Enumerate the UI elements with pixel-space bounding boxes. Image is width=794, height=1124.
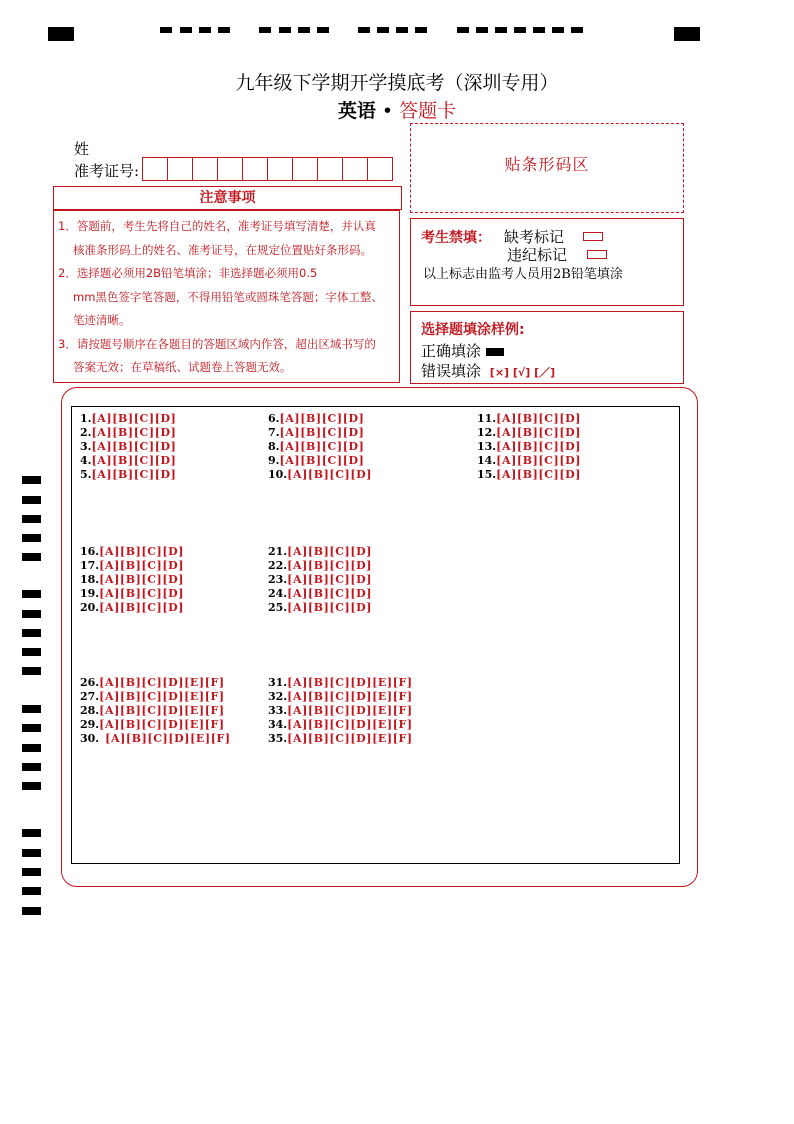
question-options[interactable]: [A][B][C][D] xyxy=(496,412,582,425)
question-number: 13. xyxy=(477,440,497,453)
question-number: 6. xyxy=(268,412,280,425)
sample-wrong-label: 错误填涂 xyxy=(421,362,482,380)
exam-id-cell[interactable] xyxy=(342,157,368,181)
question-row[interactable] xyxy=(80,468,176,482)
question-options[interactable]: [A][B][C][D] xyxy=(279,426,365,439)
question-number: 11. xyxy=(477,412,497,425)
question-options[interactable]: [A][B][C][D] xyxy=(91,426,177,439)
question-number: 32. xyxy=(268,690,288,703)
notice-line: 3．请按题号顺序在各题目的答题区域内作答，超出区域书写的 xyxy=(58,336,376,351)
question-options[interactable]: [A][B][C][D] xyxy=(99,559,185,572)
question-group-4 xyxy=(80,545,184,615)
question-options[interactable]: [A][B][C][D][E][F] xyxy=(287,704,413,717)
exam-id-cell[interactable] xyxy=(292,157,318,181)
notice-line: 核准条形码上的姓名、准考证号，在规定位置贴好条形码。 xyxy=(73,242,372,257)
absent-mark-box[interactable] xyxy=(583,232,603,241)
exam-id-label: 准考证号: xyxy=(74,162,140,180)
question-row[interactable] xyxy=(268,440,372,454)
question-number: 1. xyxy=(80,412,92,425)
question-number: 25. xyxy=(268,601,288,614)
question-row[interactable] xyxy=(268,676,413,690)
forbidden-note: 以上标志由监考人员用2B铅笔填涂 xyxy=(423,267,623,282)
notice-line: 1．答题前，考生先将自己的姓名，准考证号填写清楚，并认真 xyxy=(58,219,376,233)
question-row[interactable] xyxy=(80,690,231,704)
question-number: 8. xyxy=(268,440,280,453)
question-row[interactable] xyxy=(268,732,413,746)
question-row[interactable] xyxy=(80,704,231,718)
wrong-marks: [×] [√] [／] xyxy=(489,366,556,379)
exam-id-cell[interactable] xyxy=(367,157,393,181)
question-number: 16. xyxy=(80,545,100,558)
question-number: 28. xyxy=(80,704,100,717)
notice-heading: 注意事项 xyxy=(53,186,402,210)
question-options[interactable]: [A][B][C][D][E][F] xyxy=(99,718,225,731)
question-row[interactable] xyxy=(268,704,413,718)
exam-id-cell[interactable] xyxy=(167,157,193,181)
question-number: 9. xyxy=(268,454,280,467)
sample-heading: 选择题填涂样例: xyxy=(421,322,525,338)
question-number: 10. xyxy=(268,468,288,481)
barcode-area: 贴条形码区 xyxy=(410,123,684,213)
notice-line: 笔迹清晰。 xyxy=(73,313,131,327)
question-row[interactable] xyxy=(80,545,184,559)
question-row[interactable] xyxy=(80,676,231,690)
page-subtitle xyxy=(0,96,794,123)
question-number: 29. xyxy=(80,718,100,731)
question-row[interactable] xyxy=(80,440,176,454)
question-options[interactable]: [A][B][C][D] xyxy=(99,545,185,558)
question-options[interactable]: [A][B][C][D] xyxy=(496,454,582,467)
question-row[interactable] xyxy=(477,454,581,468)
question-options[interactable]: [A][B][C][D] xyxy=(99,573,185,586)
question-number: 4. xyxy=(80,454,92,467)
question-number: 23. xyxy=(268,573,288,586)
question-row[interactable] xyxy=(268,545,372,559)
question-group-2 xyxy=(268,412,372,482)
question-number: 18. xyxy=(80,573,100,586)
question-row[interactable] xyxy=(268,468,372,482)
question-options[interactable]: [A][B][C][D] xyxy=(287,587,373,600)
name-label: 姓 xyxy=(74,140,90,158)
question-number: 35. xyxy=(268,732,288,745)
question-number: 7. xyxy=(268,426,280,439)
forbidden-heading: 考生禁填： xyxy=(421,230,491,246)
question-row[interactable] xyxy=(80,454,176,468)
title-separator: • xyxy=(381,100,394,122)
question-number: 3. xyxy=(80,440,92,453)
violation-label: 违纪标记 xyxy=(507,246,568,264)
question-row[interactable] xyxy=(268,454,372,468)
question-row[interactable] xyxy=(80,732,231,746)
question-number: 27. xyxy=(80,690,100,703)
question-options[interactable]: [A][B][C][D] xyxy=(496,468,582,481)
notice-box xyxy=(53,210,400,383)
page-title: 九年级下学期开学摸底考（深圳专用） xyxy=(235,72,559,94)
question-options[interactable]: [A][B][C][D] xyxy=(287,468,373,481)
corner-mark-left xyxy=(48,27,74,41)
subject-label: 英语 xyxy=(337,100,376,122)
question-row[interactable] xyxy=(268,426,372,440)
question-row[interactable] xyxy=(268,601,372,615)
question-row[interactable] xyxy=(268,718,413,732)
question-options[interactable]: [A][B][C][D] xyxy=(496,426,582,439)
question-number: 31. xyxy=(268,676,288,689)
exam-id-cell[interactable] xyxy=(267,157,293,181)
question-options[interactable]: [A][B][C][D] xyxy=(91,454,177,467)
question-options[interactable]: [A][B][C][D][E][F] xyxy=(99,704,225,717)
question-options[interactable]: [A][B][C][D] xyxy=(279,454,365,467)
question-options[interactable]: [A][B][C][D] xyxy=(91,468,177,481)
violation-mark-box[interactable] xyxy=(587,250,607,259)
sample-wrong xyxy=(421,360,555,381)
question-options[interactable]: [A][B][C][D] xyxy=(287,601,373,614)
question-number: 21. xyxy=(268,545,288,558)
exam-id-cell[interactable] xyxy=(317,157,343,181)
question-number: 22. xyxy=(268,559,288,572)
question-number: 2. xyxy=(80,426,92,439)
question-number: 5. xyxy=(80,468,92,481)
question-group-7 xyxy=(268,676,413,746)
question-group-3 xyxy=(477,412,581,482)
notice-line: 答案无效；在草稿纸、试题卷上答题无效。 xyxy=(73,360,292,374)
question-row[interactable] xyxy=(80,412,176,426)
question-options[interactable]: [A][B][C][D][E][F] xyxy=(287,732,413,745)
question-row[interactable] xyxy=(477,440,581,454)
question-options[interactable]: [A][B][C][D] xyxy=(496,440,582,453)
question-row[interactable] xyxy=(268,573,372,587)
question-options[interactable]: [A][B][C][D] xyxy=(279,412,365,425)
notice-line: 2．选择题必须用2B铅笔填涂；非选择题必须用0.5 xyxy=(58,266,318,280)
sample-correct-label: 正确填涂 xyxy=(421,342,482,360)
question-row[interactable] xyxy=(268,559,372,573)
question-number: 34. xyxy=(268,718,288,731)
question-row[interactable] xyxy=(80,426,176,440)
question-options[interactable]: [A][B][C][D][E][F] xyxy=(99,690,225,703)
exam-id-boxes[interactable] xyxy=(142,157,392,180)
question-group-6 xyxy=(80,676,231,746)
question-row[interactable] xyxy=(477,412,581,426)
question-row[interactable] xyxy=(477,468,581,482)
question-number: 20. xyxy=(80,601,100,614)
forbidden-fill-box xyxy=(410,218,684,306)
question-row[interactable] xyxy=(268,587,372,601)
sample-correct xyxy=(421,340,504,361)
filled-mark-icon xyxy=(486,348,504,356)
question-options[interactable]: [A][B][C][D] xyxy=(279,440,365,453)
question-number: 33. xyxy=(268,704,288,717)
question-row[interactable] xyxy=(80,601,184,615)
question-number: 30. xyxy=(80,732,100,745)
question-number: 19. xyxy=(80,587,100,600)
question-number: 15. xyxy=(477,468,497,481)
exam-id-cell[interactable] xyxy=(192,157,218,181)
question-row[interactable] xyxy=(80,573,184,587)
question-number: 24. xyxy=(268,587,288,600)
question-options[interactable]: [A][B][C][D] xyxy=(287,559,373,572)
question-number: 12. xyxy=(477,426,497,439)
question-group-1 xyxy=(80,412,176,482)
question-options[interactable]: [A][B][C][D][E][F] xyxy=(99,676,225,689)
exam-id-cell[interactable] xyxy=(217,157,243,181)
question-options[interactable]: [A][B][C][D][E][F] xyxy=(287,676,413,689)
question-row[interactable] xyxy=(268,690,413,704)
question-number: 26. xyxy=(80,676,100,689)
question-options[interactable]: [A][B][C][D] xyxy=(99,587,185,600)
corner-mark-right xyxy=(674,27,700,41)
question-options[interactable]: [A][B][C][D] xyxy=(287,573,373,586)
question-options[interactable]: [A][B][C][D] xyxy=(99,601,185,614)
question-row[interactable] xyxy=(80,559,184,573)
fill-sample-box xyxy=(410,311,684,384)
notice-line: mm黑色签字笔答题，不得用铅笔或圆珠笔答题；字体工整、 xyxy=(73,289,383,304)
question-options[interactable]: [A][B][C][D][E][F] xyxy=(287,690,413,703)
card-label: 答题卡 xyxy=(399,100,457,122)
question-options[interactable]: [A][B][C][D] xyxy=(91,440,177,453)
question-row[interactable] xyxy=(80,587,184,601)
question-group-5 xyxy=(268,545,372,615)
question-options[interactable]: [A][B][C][D] xyxy=(287,545,373,558)
question-row[interactable] xyxy=(477,426,581,440)
question-number: 14. xyxy=(477,454,497,467)
question-options[interactable]: [A][B][C][D][E][F] xyxy=(105,732,231,745)
question-options[interactable]: [A][B][C][D] xyxy=(91,412,177,425)
question-number: 17. xyxy=(80,559,100,572)
question-row[interactable] xyxy=(268,412,372,426)
question-options[interactable]: [A][B][C][D][E][F] xyxy=(287,718,413,731)
exam-id-cell[interactable] xyxy=(142,157,168,181)
exam-id-cell[interactable] xyxy=(242,157,268,181)
absent-label: 缺考标记 xyxy=(504,228,565,246)
question-row[interactable] xyxy=(80,718,231,732)
